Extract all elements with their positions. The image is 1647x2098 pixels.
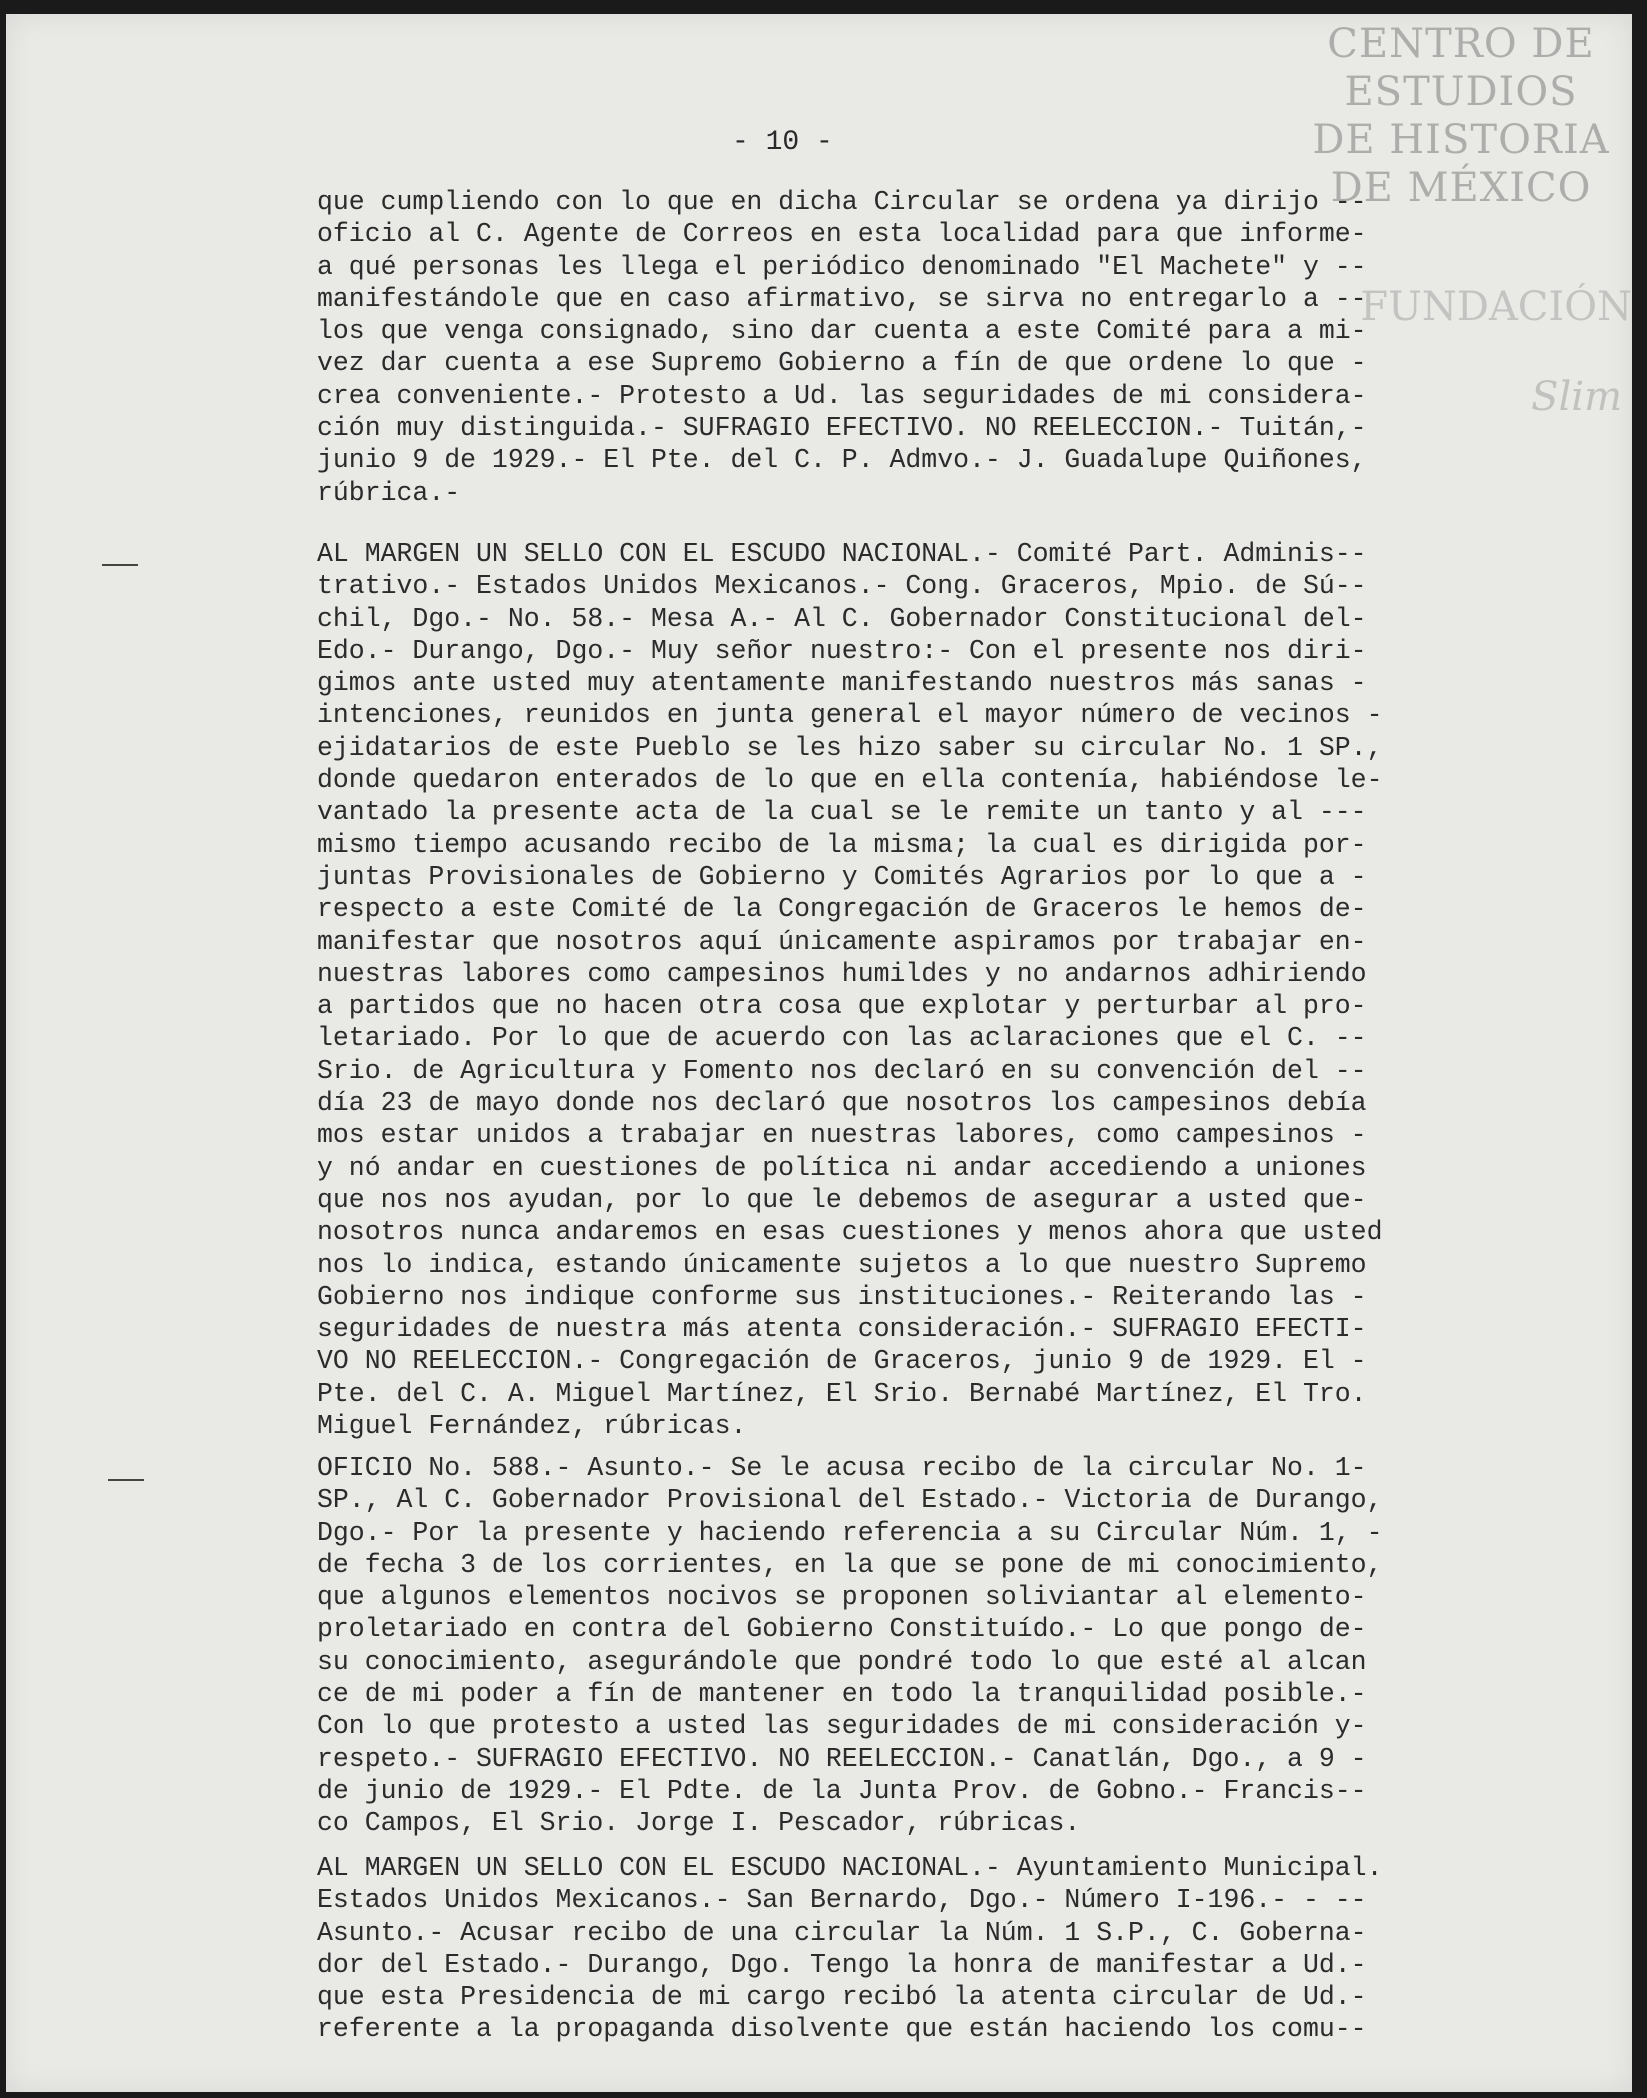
text-line: juntas Provisionales de Gobierno y Comités Agrarios por lo que a - — [317, 861, 1367, 892]
watermark-line: DE HISTORIA — [1312, 117, 1610, 163]
text-line: respeto.- SUFRAGIO EFECTIVO. NO REELECCION.- Canatlán, Dgo., a 9 - — [317, 1743, 1367, 1774]
document-page — [6, 14, 1632, 2092]
text-line: Miguel Fernández, rúbricas. — [317, 1411, 747, 1442]
text-line: ce de mi poder a fín de mantener en todo la tranquilidad posible.- — [317, 1679, 1367, 1710]
text-line: que cumpliendo con lo que en dicha Circular se ordena ya dirijo -- — [317, 187, 1367, 217]
paragraph-3 — [317, 1452, 1597, 1840]
text-line: a partidos que no hacen otra cosa que explotar y perturbar al pro- — [317, 991, 1367, 1022]
watermark-line: CENTRO DE — [1327, 21, 1595, 67]
text-line: de junio de 1929.- El Pdte. de la Junta Prov. de Gobno.- Francis-- — [317, 1775, 1367, 1806]
text-line: dor del Estado.- Durango, Dgo. Tengo la honra de manifestar a Ud.- — [317, 1949, 1367, 1980]
watermark-foundation: FUNDACIÓN — [1360, 284, 1632, 330]
text-line: los que venga consignado, sino dar cuenta a este Comité para a mi- — [317, 316, 1367, 347]
text-line: chil, Dgo.- No. 58.- Mesa A.- Al C. Gobernador Constitucional del- — [317, 603, 1367, 634]
text-line: referente a la propaganda disolvente que están haciendo los comu-- — [317, 2014, 1367, 2045]
text-line: Srio. de Agricultura y Fomento nos declaró en su convención del -- — [317, 1055, 1367, 1086]
paragraph-4 — [317, 1852, 1597, 2046]
text-line: co Campos, El Srio. Jorge I. Pescador, rúbricas. — [317, 1808, 1081, 1839]
text-line: de fecha 3 de los corrientes, en la que se pone de mi conocimiento, — [317, 1549, 1383, 1580]
text-line: nuestras labores como campesinos humildes y no andarnos adhiriendo — [317, 958, 1367, 989]
text-line: Pte. del C. A. Miguel Martínez, El Srio. Bernabé Martínez, El Tro. — [317, 1378, 1367, 1409]
text-line: Dgo.- Por la presente y haciendo referencia a su Circular Núm. 1, - — [317, 1517, 1383, 1548]
margin-mark — [102, 564, 138, 566]
text-line: manifestándole que en caso afirmativo, se sirva no entregarlo a -- — [317, 283, 1367, 314]
text-line: a qué personas les llega el periódico denominado "El Machete" y -- — [317, 251, 1367, 282]
text-line: VO NO REELECCION.- Congregación de Graceros, junio 9 de 1929. El - — [317, 1346, 1367, 1377]
margin-mark — [108, 1479, 144, 1481]
archive-watermark — [1306, 20, 1616, 212]
text-line: gimos ante usted muy atentamente manifestando nuestros más sanas - — [317, 668, 1367, 699]
text-line: y nó andar en cuestiones de política ni andar accediendo a uniones — [317, 1152, 1367, 1183]
paragraph-1 — [317, 186, 1597, 509]
text-line: que algunos elementos nocivos se proponen soliviantar al elemento- — [317, 1582, 1367, 1613]
text-line: vez dar cuenta a ese Supremo Gobierno a fín de que ordene lo que - — [317, 348, 1367, 379]
text-line: AL MARGEN UN SELLO CON EL ESCUDO NACIONAL.- Ayuntamiento Municipal. — [317, 1853, 1383, 1883]
text-line: Gobierno nos indique conforme sus instituciones.- Reiterando las - — [317, 1281, 1367, 1312]
text-line: mismo tiempo acusando recibo de la misma; la cual es dirigida por- — [317, 829, 1367, 860]
text-line: ejidatarios de este Pueblo se les hizo saber su circular No. 1 SP., — [317, 732, 1383, 763]
text-line: crea conveniente.- Protesto a Ud. las seguridades de mi considera- — [317, 380, 1367, 411]
text-line: Edo.- Durango, Dgo.- Muy señor nuestro:- Con el presente nos diri- — [317, 635, 1367, 666]
watermark-line: DE MÉXICO — [1330, 165, 1592, 211]
text-line: Estados Unidos Mexicanos.- San Bernardo, Dgo.- Número I-196.- - -- — [317, 1885, 1367, 1916]
paragraph-2 — [317, 538, 1597, 1442]
text-line: OFICIO No. 588.- Asunto.- Se le acusa recibo de la circular No. 1- — [317, 1453, 1367, 1483]
text-line: nos lo indica, estando únicamente sujetos a lo que nuestro Supremo — [317, 1249, 1367, 1280]
text-line: ción muy distinguida.- SUFRAGIO EFECTIVO. NO REELECCION.- Tuitán,- — [317, 413, 1367, 444]
watermark-signature: Slim — [1531, 374, 1622, 420]
text-line: Con lo que protesto a usted las seguridades de mi consideración y- — [317, 1711, 1367, 1742]
text-line: SP., Al C. Gobernador Provisional del Estado.- Victoria de Durango, — [317, 1485, 1383, 1516]
text-line: oficio al C. Agente de Correos en esta localidad para que informe- — [317, 219, 1367, 250]
text-line: que esta Presidencia de mi cargo recibó la atenta circular de Ud.- — [317, 1982, 1367, 2013]
text-line: AL MARGEN UN SELLO CON EL ESCUDO NACIONAL.- Comité Part. Adminis-- — [317, 539, 1367, 569]
text-line: Asunto.- Acusar recibo de una circular la Núm. 1 S.P., C. Goberna- — [317, 1917, 1367, 1948]
text-line: manifestar que nosotros aquí únicamente aspiramos por trabajar en- — [317, 926, 1367, 957]
text-line: junio 9 de 1929.- El Pte. del C. P. Admvo.- J. Guadalupe Quiñones, — [317, 445, 1367, 476]
text-line: vantado la presente acta de la cual se le remite un tanto y al --- — [317, 797, 1367, 828]
text-line: rúbrica.- — [317, 477, 461, 508]
watermark-line: ESTUDIOS — [1344, 69, 1578, 115]
text-line: día 23 de mayo donde nos declaró que nosotros los campesinos debía — [317, 1088, 1367, 1119]
text-line: intenciones, reunidos en junta general el mayor número de vecinos - — [317, 700, 1383, 731]
text-line: nosotros nunca andaremos en esas cuestiones y menos ahora que usted — [317, 1217, 1383, 1248]
text-line: mos estar unidos a trabajar en nuestras labores, como campesinos - — [317, 1120, 1367, 1151]
text-line: respecto a este Comité de la Congregación de Graceros le hemos de- — [317, 894, 1367, 925]
text-line: donde quedaron enterados de lo que en ella contenía, habiéndose le- — [317, 765, 1383, 796]
text-line: seguridades de nuestra más atenta consideración.- SUFRAGIO EFECTI- — [317, 1314, 1367, 1345]
text-line: que nos nos ayudan, por lo que le debemos de asegurar a usted que- — [317, 1184, 1367, 1215]
page-number: - 10 - — [732, 127, 833, 158]
text-line: trativo.- Estados Unidos Mexicanos.- Cong. Graceros, Mpio. de Sú-- — [317, 571, 1367, 602]
text-line: letariado. Por lo que de acuerdo con las aclaraciones que el C. -- — [317, 1023, 1367, 1054]
text-line: su conocimiento, asegurándole que pondré todo lo que esté al alcan — [317, 1646, 1367, 1677]
text-line: proletariado en contra del Gobierno Constituído.- Lo que pongo de- — [317, 1614, 1367, 1645]
